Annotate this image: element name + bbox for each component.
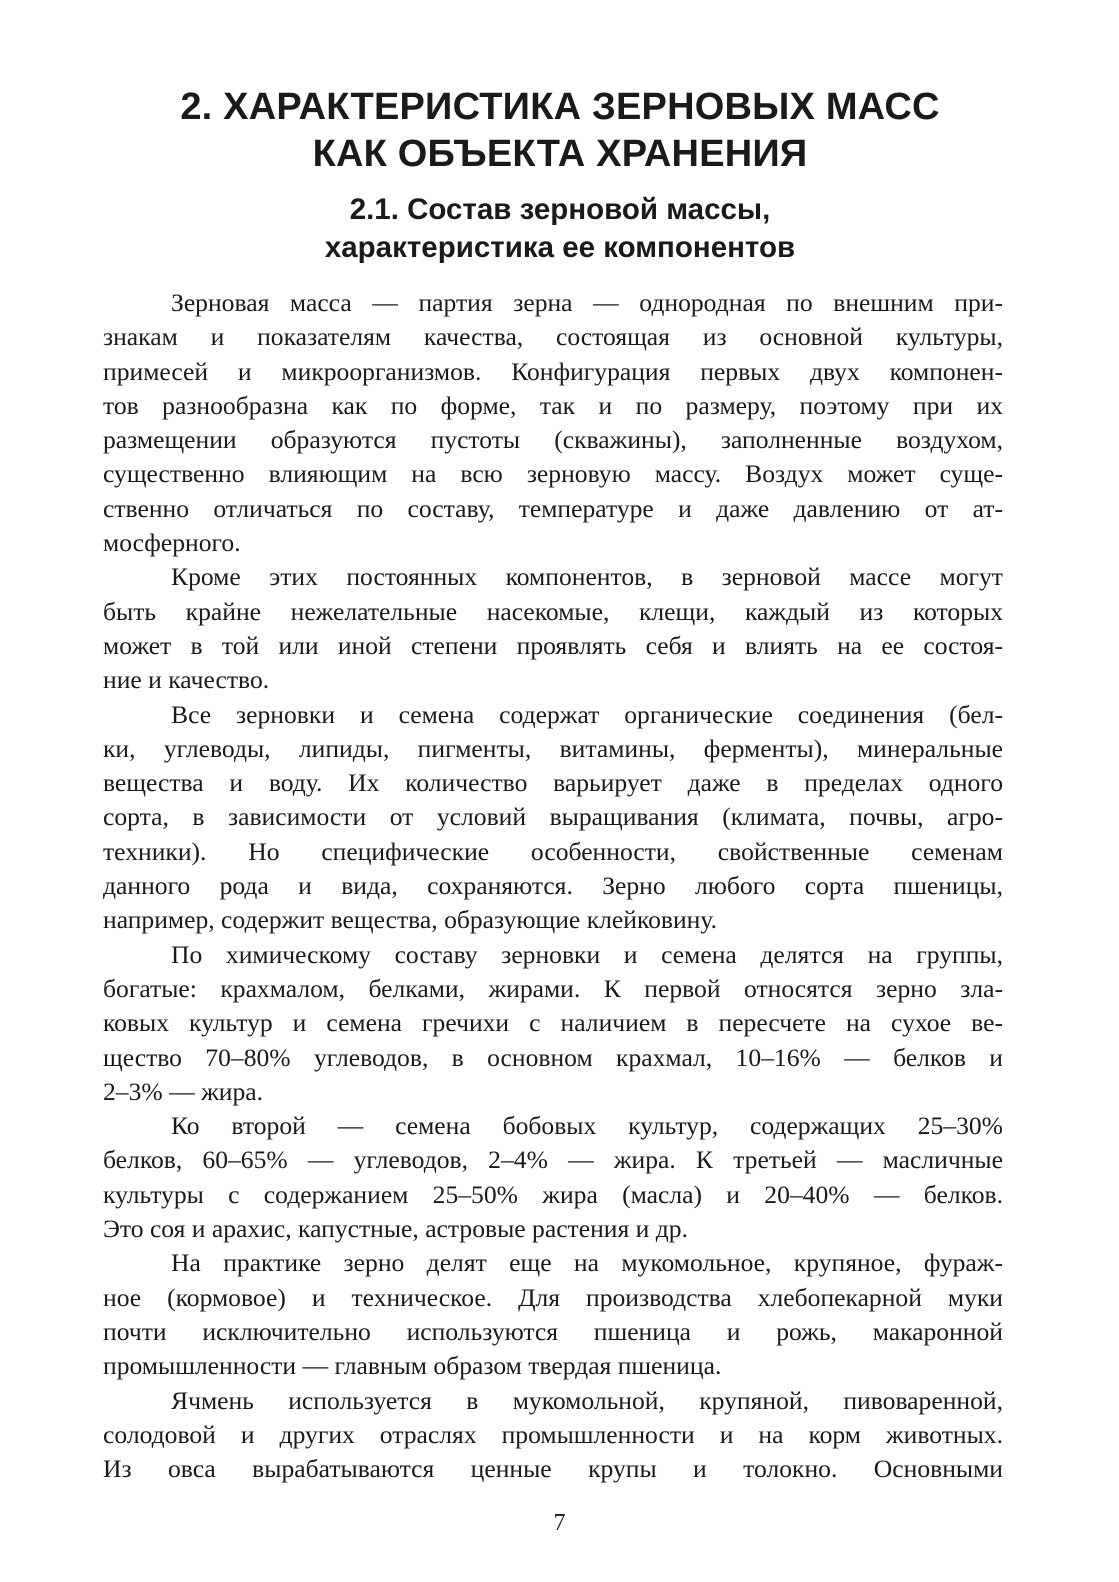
paragraph-line: примесей и микроорганизмов. Конфигурация первых двух компонен- [103, 356, 1003, 386]
page-number: 7 [553, 1510, 566, 1536]
paragraph-line: Из овса вырабатываются ценные крупы и толокно. Основными [103, 1454, 1003, 1484]
paragraph [103, 1109, 1003, 1246]
paragraph [103, 286, 1003, 560]
paragraph-line: Ко второй — семена бобовых культур, содержащих 25–30% [171, 1111, 1003, 1141]
paragraph-line: Ячмень используется в мукомольной, крупяной, пивоваренной, [171, 1385, 1003, 1415]
paragraph [103, 938, 1003, 1109]
section-title-line: 2.1. Состав зерновой массы, [349, 193, 771, 226]
paragraph [103, 1246, 1003, 1383]
section-title-line: характеристика ее компонентов [324, 231, 796, 264]
paragraph-line: знакам и показателям качества, состоящая из основной культуры, [103, 322, 1003, 352]
paragraph-line: ное (кормовое) и техническое. Для производства хлебопекарной муки [103, 1282, 1003, 1312]
body-text [103, 286, 1003, 1486]
paragraph-line: ковых культур и семена гречихи с наличием в пересчете на сухое ве- [103, 1008, 1003, 1038]
paragraph [103, 560, 1003, 697]
paragraph-line: мосферного. [103, 528, 241, 558]
paragraph-line: техники). Но специфические особенности, свойственные семенам [103, 836, 1003, 866]
paragraph-line: солодовой и других отраслях промышленности и на корм животных. [103, 1419, 1003, 1449]
paragraph-line: 2–3% — жира. [103, 1076, 264, 1106]
paragraph-line: тов разнообразна как по форме, так и по размеру, поэтому при их [103, 390, 1003, 420]
paragraph-line: Это соя и арахис, капустные, астровые растения и др. [103, 1214, 688, 1244]
paragraph-line: На практике зерно делят еще на мукомольное, крупяное, фураж- [171, 1248, 1003, 1278]
paragraph [103, 1384, 1003, 1487]
paragraph-line: быть крайне нежелательные насекомые, клещи, каждый из которых [103, 596, 1003, 626]
paragraph-line: сорта, в зависимости от условий выращивания (климата, почвы, агро- [103, 802, 1003, 832]
paragraph [103, 698, 1003, 938]
paragraph-line: вещества и воду. Их количество варьирует даже в пределах одного [103, 768, 1003, 798]
paragraph-line: почти исключительно используются пшеница и рожь, макаронной [103, 1316, 1003, 1346]
paragraph-line: Кроме этих постоянных компонентов, в зерновой массе могут [171, 562, 1003, 592]
chapter-title-line: КАК ОБЪЕКТА ХРАНЕНИЯ [312, 133, 808, 175]
paragraph-line: размещении образуются пустоты (скважины), заполненные воздухом, [103, 425, 1003, 455]
paragraph-line: ние и качество. [103, 665, 270, 695]
paragraph-line: существенно влияющим на всю зерновую массу. Воздух может суще- [103, 459, 1003, 489]
paragraph-line: Зерновая масса — партия зерна — однородная по внешним при- [171, 288, 1003, 317]
paragraph-line: богатые: крахмалом, белками, жирами. К первой относятся зерно зла- [103, 973, 1003, 1003]
paragraph-line: промышленности — главным образом твердая пшеница. [103, 1351, 722, 1381]
section-title [100, 191, 1020, 267]
paragraph-line: ственно отличаться по составу, температуре и даже давлению от ат- [103, 493, 1003, 523]
chapter-title [100, 84, 1020, 178]
paragraph-line: белков, 60–65% — углеводов, 2–4% — жира. К третьей — масличные [103, 1145, 1003, 1175]
paragraph-line: щество 70–80% углеводов, в основном крахмал, 10–16% — белков и [103, 1042, 1003, 1072]
paragraph-line: данного рода и вида, сохраняются. Зерно любого сорта пшеницы, [103, 871, 1003, 901]
paragraph-line: может в той или иной степени проявлять себя и влиять на ее состоя- [103, 630, 1003, 660]
paragraph-line: По химическому составу зерновки и семена делятся на группы, [171, 939, 1003, 969]
paragraph-line: например, содержит вещества, образующие клейковину. [103, 905, 717, 935]
paragraph-line: культуры с содержанием 25–50% жира (масла) и 20–40% — белков. [103, 1179, 1003, 1209]
paragraph-line: ки, углеводы, липиды, пигменты, витамины, ферменты), минеральные [103, 733, 1003, 763]
paragraph-line: Все зерновки и семена содержат органические соединения (бел- [171, 699, 1003, 729]
chapter-title-line: 2. ХАРАКТЕРИСТИКА ЗЕРНОВЫХ МАСС [180, 86, 940, 128]
